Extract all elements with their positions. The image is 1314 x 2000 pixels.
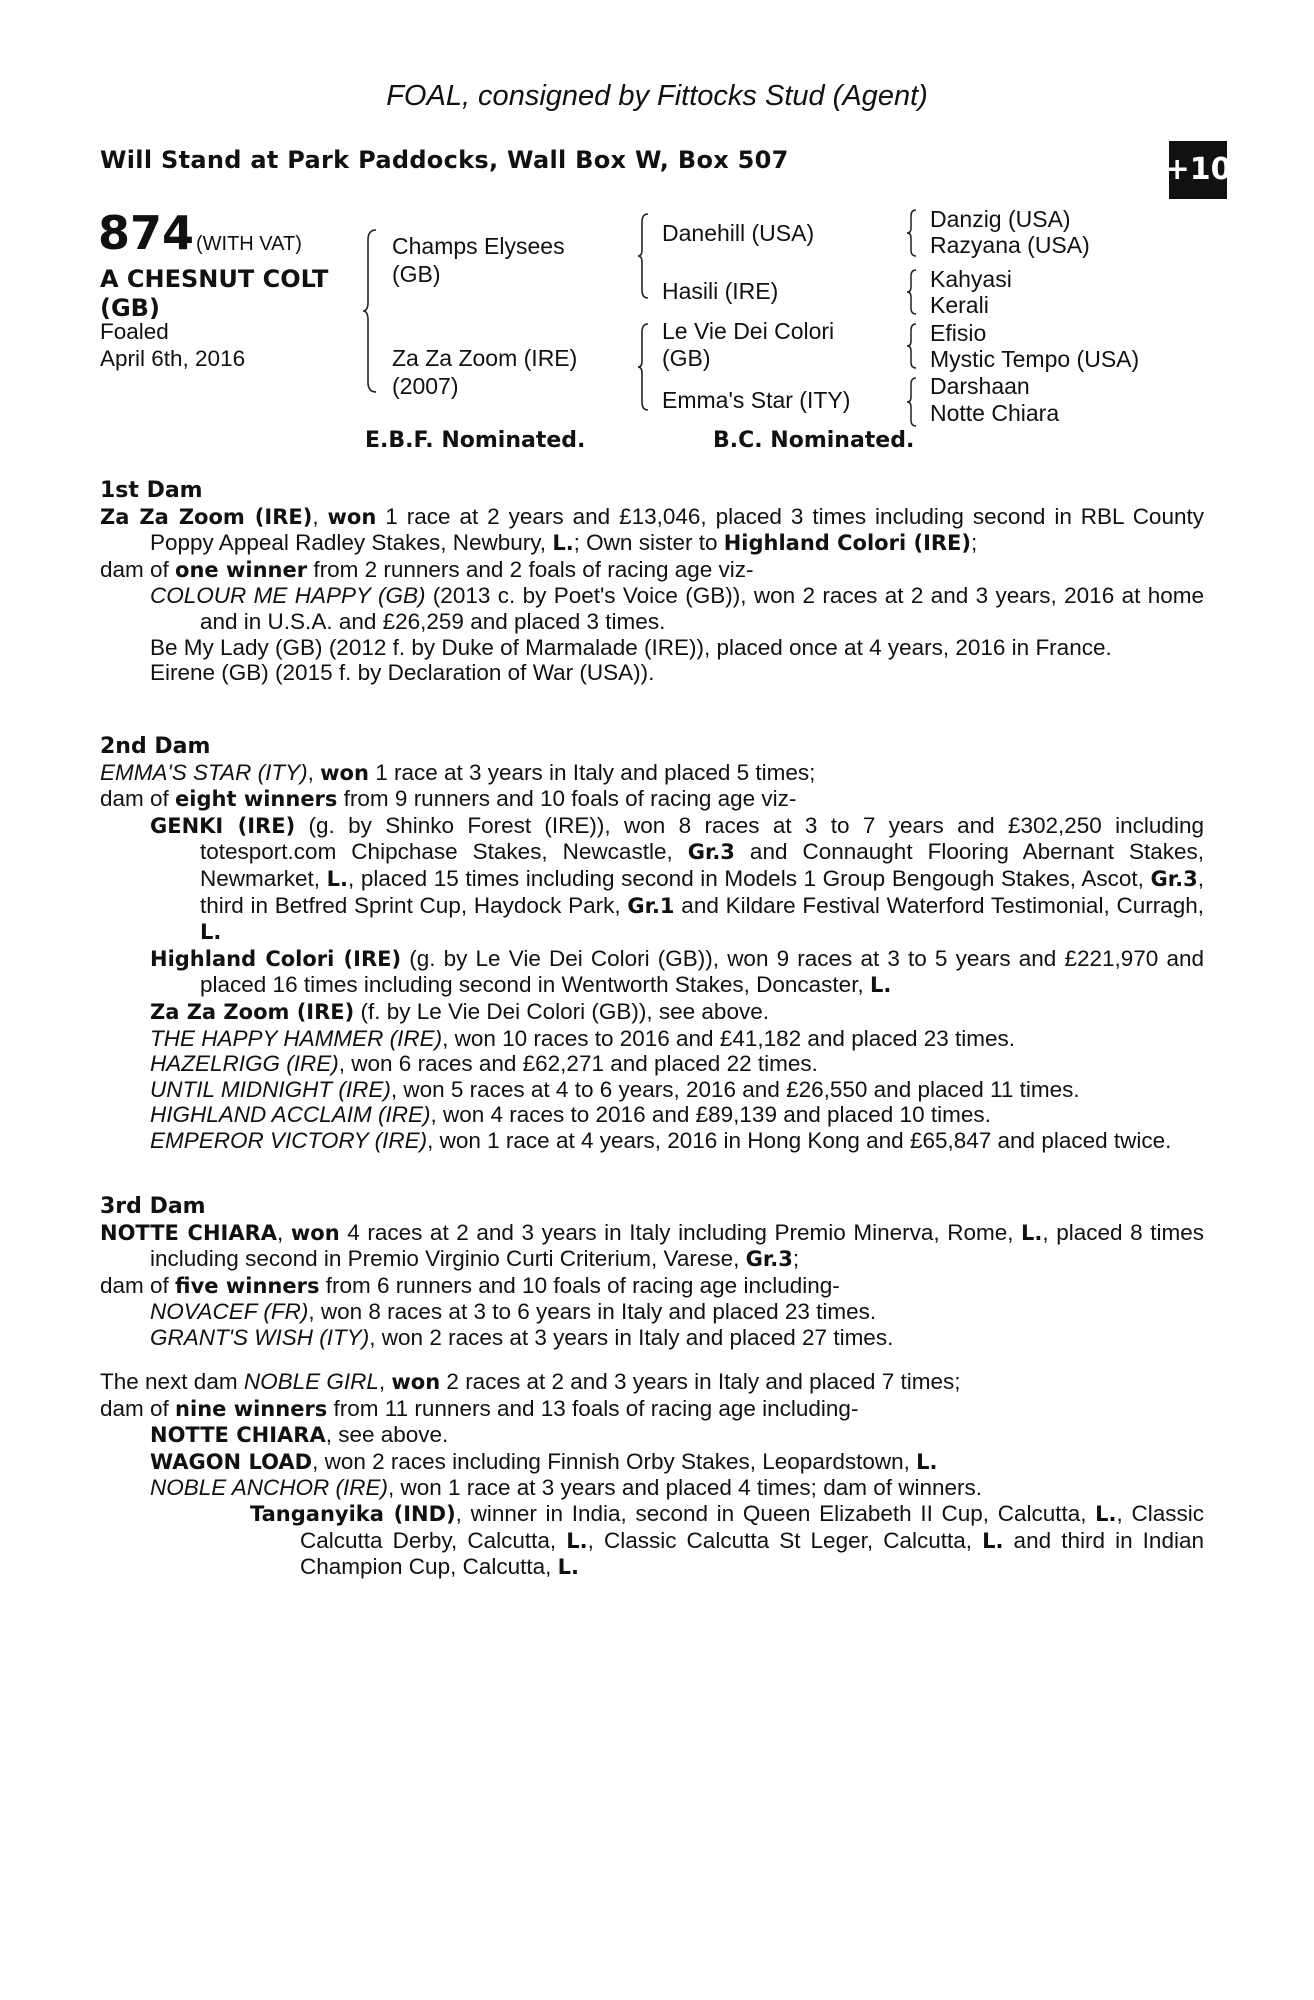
tanganyika-l1b: ,	[1116, 1500, 1123, 1526]
zazazoom-name: Za Za Zoom (IRE)	[150, 999, 355, 1024]
progeny-highland-acclaim	[100, 1102, 1204, 1128]
next-dam-dam-of: dam of	[100, 1395, 176, 1421]
grandprogeny-tanganyika	[100, 1501, 1204, 1581]
third-dam-l2b: ;	[792, 1246, 800, 1272]
progeny-rest: , won 1 race at 3 years and placed 4 times; dam of winners.	[387, 1475, 983, 1501]
progeny-line1: (2015 f. by Declaration of War (USA)).	[268, 660, 655, 686]
progeny-rest: , won 10 races to 2016 and £41,182 and placed 23 times.	[442, 1025, 1016, 1051]
third-dam-produce	[100, 1273, 1204, 1300]
third-dam-listed: L.	[1021, 1220, 1043, 1245]
first-dam-dam-of: dam of	[100, 556, 176, 582]
page-title: FOAL, consigned by Fittocks Stud (Agent)	[386, 80, 928, 112]
third-dam-l1b: ,	[1042, 1219, 1049, 1245]
genki-l2a: including totesport.com Chipchase Stakes, Newcastle,	[200, 812, 1204, 865]
next-dam-name: NOBLE GIRL	[243, 1369, 379, 1394]
gg-8: Notte Chiara	[930, 400, 1060, 426]
next-dam-produce	[100, 1396, 1204, 1423]
progeny-name: NOVACEF (FR)	[150, 1299, 309, 1325]
genki-l4c: and	[674, 892, 719, 918]
progeny-line1: (2013 c. by Poet's Voice (GB)), won 2 races at 2 and 3 years,	[425, 583, 1057, 609]
next-dam-comma: ,	[378, 1369, 392, 1394]
progeny-genki	[100, 813, 1204, 946]
first-dam-dam-of-rest: from 2 runners and 2 foals of racing age viz-	[307, 556, 754, 582]
progeny-rest: , see above.	[325, 1422, 449, 1448]
gg-3: Kahyasi	[930, 266, 1012, 292]
pedigree-brace-5	[904, 268, 924, 316]
pedigree-brace-1	[362, 228, 392, 394]
third-dam-section	[100, 1194, 1204, 1351]
dam-year: (2007)	[392, 373, 459, 399]
tanganyika-l2b: , Classic Calcutta St Leger, Calcutta,	[587, 1527, 983, 1553]
progeny-until-midnight	[100, 1077, 1204, 1103]
progeny-rest: , won 8 races at 3 to 6 years in Italy and placed 23 times.	[308, 1299, 877, 1325]
second-dam-produce	[100, 786, 1204, 813]
lot-name-line2: (GB)	[100, 294, 160, 322]
tanganyika-l1a: , winner in India, second in Queen Elizabeth II Cup, Calcutta,	[455, 1500, 1096, 1526]
progeny-line2: France.	[1035, 634, 1112, 660]
tanganyika-l3a: third in Indian Champion Cup, Calcutta,	[300, 1527, 1204, 1580]
ebf-nominated: E.B.F. Nominated.	[365, 428, 586, 453]
highland-listed: L.	[869, 973, 892, 998]
lot-name-line1: A CHESNUT COLT	[100, 265, 329, 293]
progeny-highland-colori	[100, 946, 1204, 999]
progeny-name: UNTIL MIDNIGHT (IRE)	[150, 1076, 391, 1102]
first-dam-text4: ;	[971, 530, 978, 556]
gg-4: Kerali	[930, 292, 989, 318]
second-dam-dam-of-rest: from 9 runners and 10 foals of racing age viz-	[337, 786, 797, 812]
third-dam-gr3: Gr.3	[745, 1247, 793, 1272]
next-dam-intro: The next dam	[100, 1369, 244, 1394]
sire-dam: Hasili (IRE)	[662, 278, 779, 304]
progeny-line2: 2016 at home and in U.S.A. and £26,259 and placed 3 times.	[200, 583, 1204, 634]
pedigree-brace-3	[636, 322, 660, 412]
sire-name: Champs Elysees	[392, 233, 565, 259]
sire-country: (GB)	[392, 261, 441, 287]
progeny-name: Eirene (GB)	[150, 660, 269, 686]
gg-1: Danzig (USA)	[930, 206, 1071, 232]
first-dam-listed: L.	[552, 531, 574, 556]
third-dam-name: NOTTE CHIARA	[100, 1220, 278, 1245]
progeny-emperor-victory	[100, 1128, 1204, 1154]
highland-name: Highland Colori (IRE)	[150, 946, 402, 971]
foaled-date: April 6th, 2016	[100, 346, 246, 371]
progeny-wagon-load	[100, 1449, 1204, 1476]
next-dam-winners: nine winners	[175, 1396, 328, 1421]
third-dam-l1a: 4 races at 2 and 3 years in Italy including Premio Minerva, Rome,	[339, 1219, 1022, 1245]
progeny-line1: (2012 f. by Duke of Marmalade (IRE)), placed once at 4 years, 2016 in	[322, 634, 1030, 660]
dam-sire-country: (GB)	[662, 345, 711, 371]
first-dam-text2: County Poppy Appeal Radley Stakes, Newbury,	[150, 503, 1204, 556]
progeny-the-happy-hammer	[100, 1026, 1204, 1052]
genki-l4b: , third in Betfred Sprint Cup, Haydock Park,	[200, 865, 1204, 918]
highland-l1: (g. by Le Vie Dei Colori (GB)), won 9 races at 3 to 5 years and	[401, 945, 1057, 971]
pedigree-brace-4	[904, 208, 924, 258]
third-dam-winners: five winners	[175, 1273, 320, 1298]
second-dam-heading: 2nd Dam	[100, 734, 211, 759]
first-dam-heading: 1st Dam	[100, 478, 203, 503]
second-dam-text1: 1 race at 3 years in Italy and placed 5 times;	[368, 759, 816, 785]
first-dam-text3: ; Own sister to	[573, 530, 724, 556]
first-dam-won: won	[327, 504, 377, 529]
progeny-name: NOTTE CHIARA	[150, 1423, 326, 1448]
genki-listed: L.	[326, 866, 348, 891]
tanganyika-listed-2: L.	[566, 1528, 588, 1553]
second-dam-summary: EMMA'S STAR (ITY), won 1 race at 3 years in Italy and placed 5 times;	[100, 759, 816, 785]
progeny-notte-chiara	[100, 1422, 1204, 1449]
progeny-name: WAGON LOAD	[150, 1449, 313, 1474]
first-dam-name: Za Za Zoom (IRE)	[100, 504, 313, 529]
progeny-novacef	[100, 1299, 1204, 1325]
third-dam-summary: NOTTE CHIARA, won 4 races at 2 and 3 years in Italy including Premio Minerva, Rome, L., placed 8 times including second in Premio Virginio Curti Criterium, Varese, Gr.3;	[100, 1219, 1204, 1272]
foaled-label: Foaled	[100, 319, 169, 344]
first-dam-text1: 1 race at 2 years and £13,046, placed 3 times including second in RBL	[376, 503, 1124, 529]
badge-plus-ten: +10	[1169, 141, 1227, 199]
tanganyika-listed-1: L.	[1095, 1501, 1117, 1526]
genki-l5a: Kildare Festival Waterford Testimonial, Curragh,	[725, 892, 1204, 918]
progeny-l1: , won 1 race at 4 years, 2016 in Hong Kong and £65,847 and	[427, 1127, 1036, 1153]
second-dam-won: won	[320, 760, 369, 785]
progeny-name: NOBLE ANCHOR (IRE)	[150, 1475, 388, 1501]
tanganyika-listed-3: L.	[982, 1528, 1004, 1553]
progeny-eirene	[100, 660, 1204, 686]
first-dam-section	[100, 478, 1204, 686]
zazazoom-rest: (f. by Le Vie Dei Colori (GB)), see above.	[354, 998, 769, 1024]
bc-nominated: B.C. Nominated.	[713, 428, 915, 453]
third-dam-dam-of-rest: from 6 runners and 10 foals of racing age including-	[319, 1272, 840, 1298]
third-dam-dam-of: dam of	[100, 1272, 176, 1298]
first-dam-sister: Highland Colori (IRE)	[723, 531, 971, 556]
progeny-rest: , won 2 races including Finnish Orby Stakes, Leopardstown,	[312, 1448, 917, 1474]
progeny-name: COLOUR ME HAPPY (GB)	[150, 583, 426, 609]
gg-6: Mystic Tempo (USA)	[930, 346, 1140, 372]
dam-name: Za Za Zoom (IRE)	[392, 345, 578, 371]
progeny-za-za-zoom	[100, 999, 1204, 1026]
tanganyika-name: Tanganyika (IND)	[250, 1501, 456, 1526]
vat-note: (WITH VAT)	[196, 233, 302, 255]
second-dam-section	[100, 734, 1204, 1154]
tanganyika-l2c: and	[1003, 1527, 1052, 1553]
lot-description	[100, 265, 370, 323]
progeny-name: THE HAPPY HAMMER (IRE)	[150, 1025, 443, 1051]
progeny-rest: , won 2 races at 3 years in Italy and placed 27 times.	[369, 1324, 894, 1350]
next-dam-dam-of-rest: from 11 runners and 13 foals of racing age including-	[327, 1395, 859, 1421]
genki-l1: (g. by Shinko Forest (IRE)), won 8 races at 3 to 7 years and £302,250	[295, 812, 1102, 838]
second-dam-name: EMMA'S STAR (ITY)	[100, 759, 308, 785]
genki-l4a: Bengough Stakes, Ascot,	[891, 865, 1151, 891]
gg-2: Razyana (USA)	[930, 232, 1090, 258]
second-dam-winners: eight winners	[175, 787, 338, 812]
stand-location: Will Stand at Park Paddocks, Wall Box W, Box 507	[100, 146, 789, 174]
next-dam-text1: 2 races at 2 and 3 years in Italy and placed 7 times;	[440, 1369, 961, 1394]
third-dam-l2a: placed 8 times including second in Premio Virginio Curti Criterium, Varese,	[150, 1219, 1204, 1272]
dam-sire: Le Vie Dei Colori	[662, 318, 835, 344]
highland-l2a: £221,970 and placed 16 times including second in Wentworth Stakes, Doncaster,	[200, 945, 1205, 998]
pedigree-brace-6	[904, 322, 924, 370]
next-dam-won: won	[391, 1370, 441, 1394]
first-dam-produce	[100, 557, 1204, 584]
next-dam-summary	[100, 1369, 1204, 1396]
genki-gr1: Gr.1	[627, 893, 675, 918]
genki-l2b: and Connaught Flooring	[734, 839, 1009, 865]
progeny-rest: , won 6 races and £62,271 and placed 22 times.	[338, 1051, 818, 1077]
progeny-grants-wish	[100, 1325, 1204, 1351]
pedigree-brace-2	[636, 212, 660, 300]
next-dam-section	[100, 1369, 1204, 1581]
genki-listed-2: L.	[200, 920, 222, 945]
dam-dam: Emma's Star (ITY)	[662, 387, 851, 413]
progeny-name: HIGHLAND ACCLAIM (IRE)	[150, 1102, 431, 1128]
genki-l3a: Abernant Stakes, Newmarket,	[200, 839, 1204, 891]
tanganyika-l2a: Classic Calcutta Derby, Calcutta,	[300, 1500, 1204, 1553]
progeny-rest: , won 4 races to 2016 and £89,139 and placed 10 times.	[430, 1102, 991, 1128]
lot-number: 874	[98, 206, 195, 260]
genki-l3b: , placed 15 times including second in Models 1 Group	[348, 865, 886, 891]
gg-7: Darshaan	[930, 373, 1030, 399]
first-dam-winners: one winner	[175, 557, 308, 582]
genki-gr3b: Gr.3	[1150, 866, 1198, 891]
third-dam-heading: 3rd Dam	[100, 1194, 206, 1219]
first-dam-summary: Za Za Zoom (IRE), won 1 race at 2 years and £13,046, placed 3 times including second in RBL County Poppy Appeal Radley Stakes, Newbury, L.; Own sister to Highland Colori (IRE);	[100, 503, 1204, 556]
progeny-l2: placed twice.	[1041, 1127, 1172, 1153]
progeny-listed: L.	[916, 1449, 938, 1474]
tanganyika-listed-4: L.	[557, 1555, 579, 1580]
sire-sire: Danehill (USA)	[662, 220, 815, 246]
foaled-info	[100, 318, 245, 372]
pedigree-brace-7	[904, 376, 924, 428]
progeny-name: Be My Lady (GB)	[150, 634, 323, 660]
third-dam-won: won	[290, 1220, 340, 1245]
progeny-name: GRANT'S WISH (ITY)	[150, 1324, 370, 1350]
progeny-name: HAZELRIGG (IRE)	[150, 1051, 339, 1077]
progeny-rest: , won 5 races at 4 to 6 years, 2016 and £26,550 and placed 11 times.	[390, 1076, 1080, 1102]
genki-name: GENKI (IRE)	[150, 813, 296, 838]
progeny-noble-anchor	[100, 1475, 1204, 1501]
gg-5: Efisio	[930, 320, 987, 346]
progeny-colour-me-happy	[100, 583, 1204, 634]
genki-gr3: Gr.3	[687, 840, 735, 865]
progeny-name: EMPEROR VICTORY (IRE)	[150, 1127, 428, 1153]
progeny-hazelrigg	[100, 1051, 1204, 1077]
progeny-be-my-lady	[100, 635, 1204, 661]
second-dam-dam-of: dam of	[100, 786, 176, 812]
